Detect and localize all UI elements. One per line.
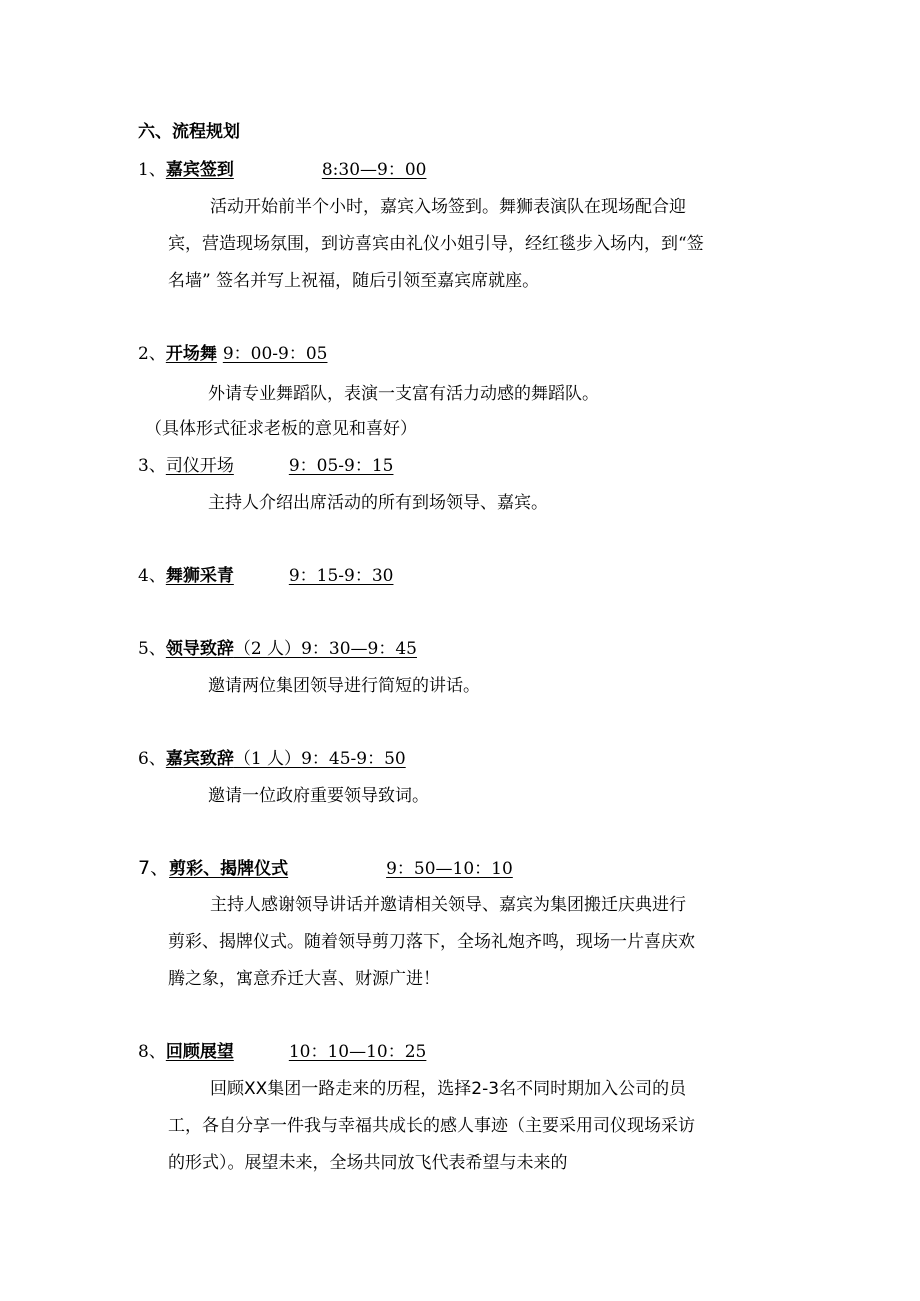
item-title: 嘉宾签到 — [165, 160, 234, 180]
item-paren: （2 人） — [233, 639, 302, 659]
text-run: 集团一路走来的历程，选择 — [267, 1079, 472, 1099]
item-1-para-line: 活动开始前半个小时，嘉宾入场签到。舞狮表演队在现场配合迎 — [210, 197, 686, 217]
item-heading-underlined — [166, 344, 328, 364]
item-time: 9：50—10：10 — [386, 859, 513, 879]
item-6-heading — [138, 747, 406, 771]
item-7-para-line: 主持人感谢领导讲话并邀请相关领导、嘉宾为集团搬迁庆典进行 — [210, 895, 686, 915]
item-number: 1、 — [138, 160, 166, 180]
item-number: 3、 — [138, 456, 166, 476]
item-heading-underlined — [169, 859, 513, 879]
item-1-para-line: 名墙” 签名并写上祝福，随后引领至嘉宾席就座。 — [168, 271, 540, 291]
item-5-para-line: 邀请两位集团领导进行简短的讲话。 — [208, 676, 480, 696]
item-title: 开场舞 — [165, 344, 217, 364]
item-time: 9：15-9：30 — [288, 566, 394, 586]
item-number: 7、 — [138, 857, 170, 879]
item-2-para-line: 外请专业舞蹈队，表演一支富有活力动感的舞蹈队。 — [208, 384, 599, 404]
item-number: 6、 — [138, 749, 166, 769]
text-run: 回顾 — [210, 1079, 244, 1099]
item-heading-underlined — [166, 566, 394, 586]
item-7-para-line: 腾之象，寓意乔迁大喜、财源广进！ — [168, 969, 440, 989]
item-heading-underlined — [166, 160, 427, 180]
item-2-heading — [138, 342, 327, 366]
item-number: 5、 — [138, 639, 166, 659]
item-4-heading — [138, 564, 393, 588]
item-time: 8:30—9：00 — [321, 160, 427, 180]
item-7-para-line: 剪彩、揭牌仪式。随着领导剪刀落下，全场礼炮齐鸣，现场一片喜庆欢 — [168, 932, 695, 952]
item-title: 舞狮采青 — [165, 566, 234, 586]
item-time: 9：05-9：15 — [288, 456, 394, 476]
item-title: 嘉宾致辞 — [165, 749, 234, 769]
item-heading-underlined — [166, 749, 406, 769]
item-time: 9：45-9：50 — [301, 749, 406, 769]
item-8-heading — [138, 1040, 426, 1064]
item-time: 10：10—10：25 — [288, 1042, 427, 1062]
item-7-heading — [138, 856, 513, 881]
item-3-para-line: 主持人介绍出席活动的所有到场领导、嘉宾。 — [208, 493, 548, 513]
item-8-para-line: 的形式）。展望未来，全场共同放飞代表希望与未来的 — [168, 1153, 568, 1173]
item-title: 剪彩、揭牌仪式 — [169, 859, 289, 879]
item-2-para-line: （具体形式征求老板的意见和喜好） — [145, 419, 417, 439]
item-3-heading — [138, 454, 393, 478]
item-title: 领导致辞 — [165, 639, 234, 659]
item-number: 8、 — [138, 1042, 166, 1062]
item-6-para-line: 邀请一位政府重要领导致词。 — [208, 786, 429, 806]
item-title: 司仪开场 — [165, 456, 234, 476]
item-5-heading — [138, 637, 417, 661]
item-1-heading — [138, 158, 426, 182]
text-run-latin: 2-3 — [471, 1079, 500, 1099]
item-time: 9：30—9：45 — [301, 639, 417, 659]
section-title: 六、流程规划 — [138, 122, 240, 142]
item-number: 2、 — [138, 344, 166, 364]
item-number: 4、 — [138, 566, 166, 586]
item-1-para-line: 宾，营造现场氛围，到访喜宾由礼仪小姐引导，经红毯步入场内，到“签 — [168, 234, 704, 254]
item-8-para-line: 工，各自分享一件我与幸福共成长的感人事迹（主要采用司仪现场采访 — [168, 1116, 695, 1136]
item-time: 9：00-9：05 — [222, 344, 328, 364]
text-run-latin: XX — [244, 1079, 268, 1099]
item-paren: （1 人） — [233, 749, 302, 769]
item-heading-underlined — [166, 456, 394, 476]
item-8-para-line — [210, 1077, 686, 1101]
item-heading-underlined — [166, 639, 417, 659]
item-title: 回顾展望 — [165, 1042, 234, 1062]
item-heading-underlined — [166, 1042, 427, 1062]
text-run: 名不同时期加入公司的员 — [499, 1079, 687, 1099]
